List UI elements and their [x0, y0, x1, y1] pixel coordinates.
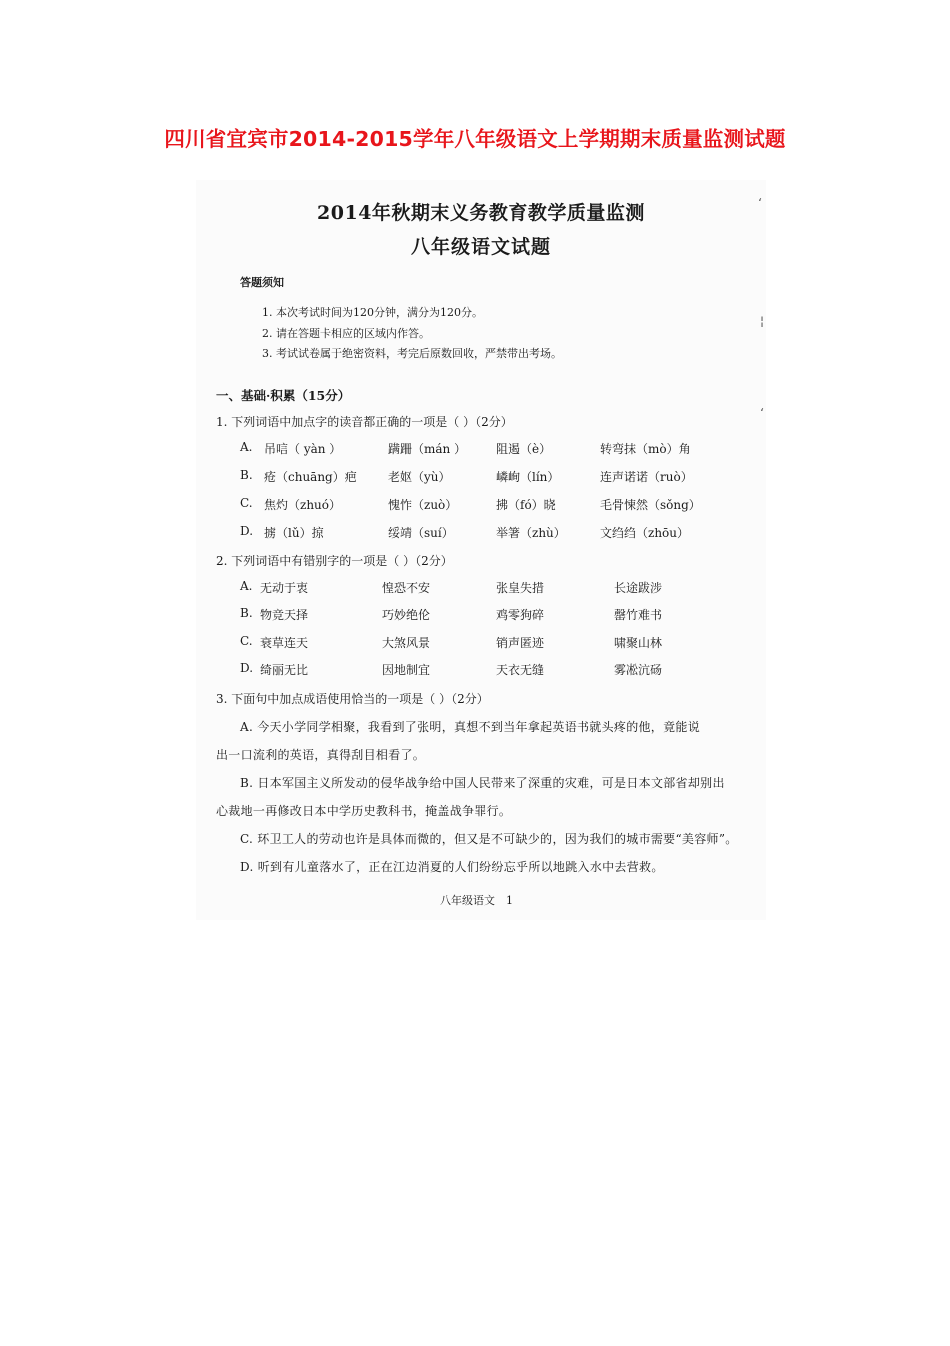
document-title: 四川省宜宾市2014-2015学年八年级语文上学期期末质量监测试题: [164, 127, 786, 151]
option-label: B.: [240, 606, 253, 620]
question-3-stem: 3. 下面句中加点成语使用恰当的一项是（ ）（2分）: [216, 692, 489, 706]
paragraph-line: 心裁地一再修改日本中学历史教科书，掩盖战争罪行。: [216, 804, 512, 818]
option-label: A.: [240, 440, 253, 454]
paragraph-line: C. 环卫工人的劳动也许是具体而微的，但又是不可缺少的，因为我们的城市需要“美容师”。: [240, 832, 738, 846]
scan-artifact-mark: ‘: [760, 406, 764, 420]
option-item: 阻遏（è）: [496, 442, 552, 456]
question-2-stem: 2. 下列词语中有错别字的一项是（ ）（2分）: [216, 554, 453, 568]
option-item: 物竞天择: [260, 608, 309, 622]
scanned-exam-page: [196, 180, 766, 920]
option-item: 衰草连天: [260, 636, 309, 650]
option-item: 长途跋涉: [614, 581, 663, 595]
option-item: 焦灼（zhuó）: [264, 498, 342, 512]
option-item: 蹒跚（mán ）: [388, 442, 467, 456]
option-item: 疮（chuāng）疤: [264, 470, 357, 484]
page-footer: 八年级语文 1: [440, 894, 513, 907]
paragraph-line: B. 日本军国主义所发动的侵华战争给中国人民带来了深重的灾难，可是日本文部省却别出: [240, 776, 725, 790]
paragraph-line: 出一口流利的英语，真得刮目相看了。: [216, 748, 426, 762]
option-item: 雾凇沆砀: [614, 663, 663, 677]
option-item: 惶恐不安: [382, 581, 431, 595]
option-item: 老妪（yù）: [388, 470, 451, 484]
paragraph-line: D. 听到有儿童落水了，正在江边消夏的人们纷纷忘乎所以地跳入水中去营救。: [240, 860, 664, 874]
scan-artifact-mark: ¦: [760, 314, 765, 328]
option-item: 绮丽无比: [260, 663, 309, 677]
option-item: 毛骨悚然（sǒng）: [600, 498, 701, 512]
option-item: 张皇失措: [496, 581, 545, 595]
notice-item: 2. 请在答题卡相应的区域内作答。: [262, 327, 430, 340]
option-item: 巧妙绝伦: [382, 608, 431, 622]
option-item: 销声匿迹: [496, 636, 545, 650]
exam-title: 2014年秋期末义务教育教学质量监测: [317, 202, 645, 224]
option-item: 转弯抹（mò）角: [600, 442, 691, 456]
exam-subtitle: 八年级语文试题: [410, 236, 551, 258]
notice-item: 1. 本次考试时间为120分钟，满分为120分。: [262, 306, 483, 319]
option-item: 天衣无缝: [496, 663, 545, 677]
option-item: 拂（fó）晓: [496, 498, 556, 512]
option-label: B.: [240, 468, 253, 482]
paragraph-line: A. 今天小学同学相聚，我看到了张明，真想不到当年拿起英语书就头疼的他，竟能说: [240, 720, 700, 734]
option-label: D.: [240, 524, 254, 538]
option-item: 绥靖（suí）: [388, 526, 454, 540]
notice-item: 3. 考试试卷属于绝密资料，考完后原数回收，严禁带出考场。: [262, 347, 562, 360]
option-item: 因地制宜: [382, 663, 431, 677]
option-item: 无动于衷: [260, 581, 309, 595]
option-label: C.: [240, 634, 253, 648]
question-1-stem: 1. 下列词语中加点字的读音都正确的一项是（ ）（2分）: [216, 415, 513, 429]
option-item: 啸聚山林: [614, 636, 663, 650]
notice-heading: 答题须知: [240, 276, 284, 289]
option-item: 罄竹难书: [614, 608, 663, 622]
option-item: 文绉绉（zhōu）: [600, 526, 690, 540]
option-label: C.: [240, 496, 253, 510]
option-item: 鸡零狗碎: [496, 608, 545, 622]
option-item: 愧怍（zuò）: [388, 498, 458, 512]
option-item: 吊唁（ yàn ）: [264, 442, 342, 456]
option-label: A.: [240, 579, 253, 593]
option-item: 掳（lǔ）掠: [264, 526, 324, 540]
option-item: 举箸（zhù）: [496, 526, 566, 540]
scan-artifact-mark: ‘: [758, 196, 762, 210]
section-heading: 一、基础·积累（15分）: [216, 388, 351, 403]
option-item: 大煞风景: [382, 636, 431, 650]
option-item: 嶙峋（lín）: [496, 470, 560, 484]
option-item: 连声诺诺（ruò）: [600, 470, 693, 484]
option-label: D.: [240, 661, 254, 675]
